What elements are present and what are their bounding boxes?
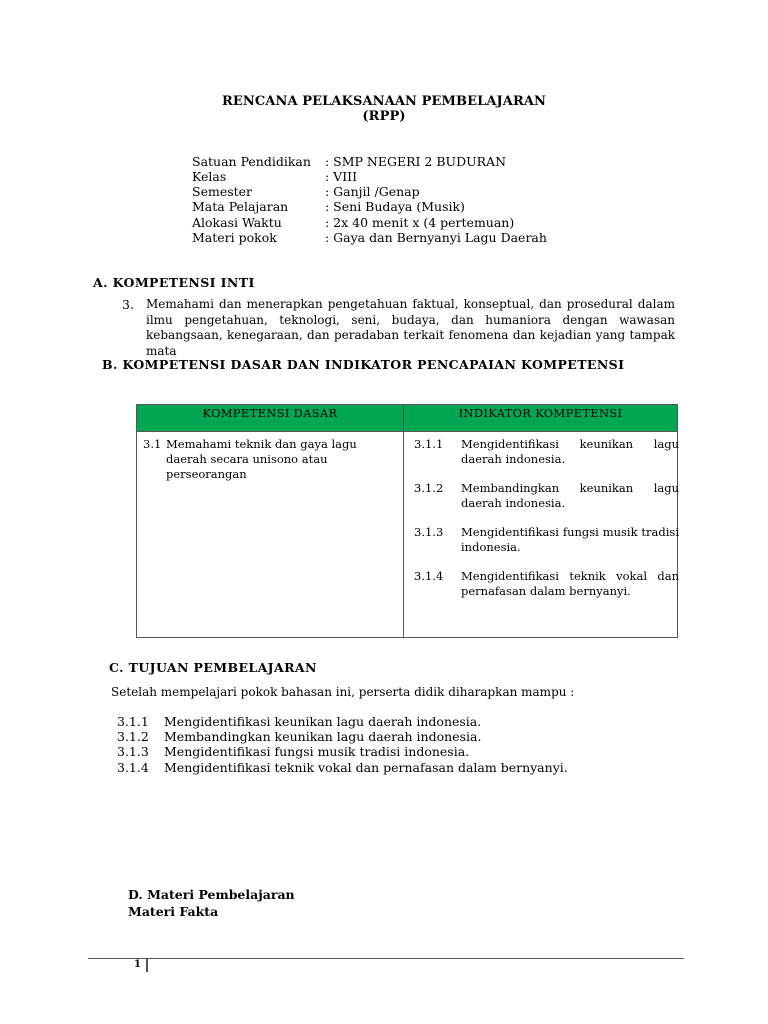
indicator-number: 3.1.2 — [414, 481, 444, 495]
kd-number: 3.1 — [143, 437, 162, 451]
objective-item — [117, 729, 717, 744]
indicator-item — [414, 525, 677, 555]
objective-item — [117, 744, 717, 759]
indicator-text: Mengidentifikasi teknik vokal dan pernafasan dalam bernyanyi. — [461, 569, 679, 598]
objective-item — [117, 760, 717, 775]
section-d-subheading: Materi Fakta — [128, 904, 219, 919]
identity-label: Alokasi Waktu — [192, 215, 282, 230]
footer-divider — [146, 958, 148, 972]
objective-text: Mengidentifikasi fungsi musik tradisi indonesia. — [164, 744, 470, 759]
doc-subtitle: (RPP) — [362, 109, 406, 124]
kd-cell — [137, 432, 404, 638]
section-c-heading: C. TUJUAN PEMBELAJARAN — [109, 660, 317, 675]
indicator-item — [414, 481, 677, 511]
objective-text: Mengidentifikasi teknik vokal dan pernafasan dalam bernyanyi. — [164, 760, 568, 775]
identity-value: : Gaya dan Bernyanyi Lagu Daerah — [325, 230, 547, 245]
identity-row-alokasi — [192, 215, 672, 230]
ki-item-text: Memahami dan menerapkan pengetahuan faktual, konseptual, dan prosedural dalam ilmu pengetahuan, teknologi, seni, budaya, dan humaniora dengan wawasan kebangsaan, kenegaraan, dan peradaban terkait fenomena dan kejadian yang tampak mata — [146, 297, 675, 358]
indicator-number: 3.1.4 — [414, 569, 444, 583]
footer-rule — [88, 958, 684, 959]
page-number: 1 — [134, 959, 141, 970]
identity-row-semester — [192, 184, 672, 199]
identity-row-kelas — [192, 169, 672, 184]
kd-text: Memahami teknik dan gaya lagu daerah secara unisono atau perseorangan — [166, 437, 357, 481]
indicator-item — [414, 437, 677, 467]
section-a-heading: A. KOMPETENSI INTI — [93, 275, 255, 290]
indicator-item — [414, 569, 677, 599]
indicator-number: 3.1.3 — [414, 525, 444, 539]
identity-row-mapel — [192, 199, 672, 214]
identity-label: Semester — [192, 184, 253, 199]
identity-row-satuan — [192, 154, 672, 169]
identity-value: : VIII — [325, 169, 358, 184]
objective-number: 3.1.3 — [117, 744, 149, 759]
objective-number: 3.1.4 — [117, 760, 149, 775]
identity-value: : Ganjil /Genap — [325, 184, 420, 199]
objective-number: 3.1.2 — [117, 729, 149, 744]
kd-indicator-table — [136, 404, 678, 638]
table-header-indikator: INDIKATOR KOMPETENSI — [404, 405, 678, 432]
ki-item-number: 3. — [122, 297, 134, 312]
identity-value: : 2x 40 menit x (4 pertemuan) — [325, 215, 515, 230]
section-d-heading: D. Materi Pembelajaran — [128, 887, 295, 902]
indicator-cell — [404, 432, 678, 638]
identity-row-materi — [192, 230, 672, 245]
indicator-number: 3.1.1 — [414, 437, 444, 451]
doc-title: RENCANA PELAKSANAAN PEMBELAJARAN — [221, 94, 547, 109]
identity-label: Kelas — [192, 169, 227, 184]
indicator-text: Membandingkan keunikan lagu daerah indonesia. — [461, 481, 679, 510]
objective-text: Mengidentifikasi keunikan lagu daerah indonesia. — [164, 714, 482, 729]
table-header-kompetensi-dasar: KOMPETENSI DASAR — [137, 405, 404, 432]
objective-number: 3.1.1 — [117, 714, 149, 729]
indicator-text: Mengidentifikasi fungsi musik tradisi indonesia. — [461, 525, 679, 554]
indicator-text: Mengidentifikasi keunikan lagu daerah indonesia. — [461, 437, 679, 466]
identity-label: Materi pokok — [192, 230, 277, 245]
identity-label: Mata Pelajaran — [192, 199, 289, 214]
section-b-heading: B. KOMPETENSI DASAR DAN INDIKATOR PENCAPAIAN KOMPETENSI — [102, 357, 625, 372]
objective-text: Membandingkan keunikan lagu daerah indonesia. — [164, 729, 482, 744]
objective-item — [117, 714, 717, 729]
identity-label: Satuan Pendidikan — [192, 154, 311, 169]
section-c-intro: Setelah mempelajari pokok bahasan ini, perserta didik diharapkan mampu : — [111, 685, 575, 699]
identity-value: : SMP NEGERI 2 BUDURAN — [325, 154, 507, 169]
identity-value: : Seni Budaya (Musik) — [325, 199, 465, 214]
